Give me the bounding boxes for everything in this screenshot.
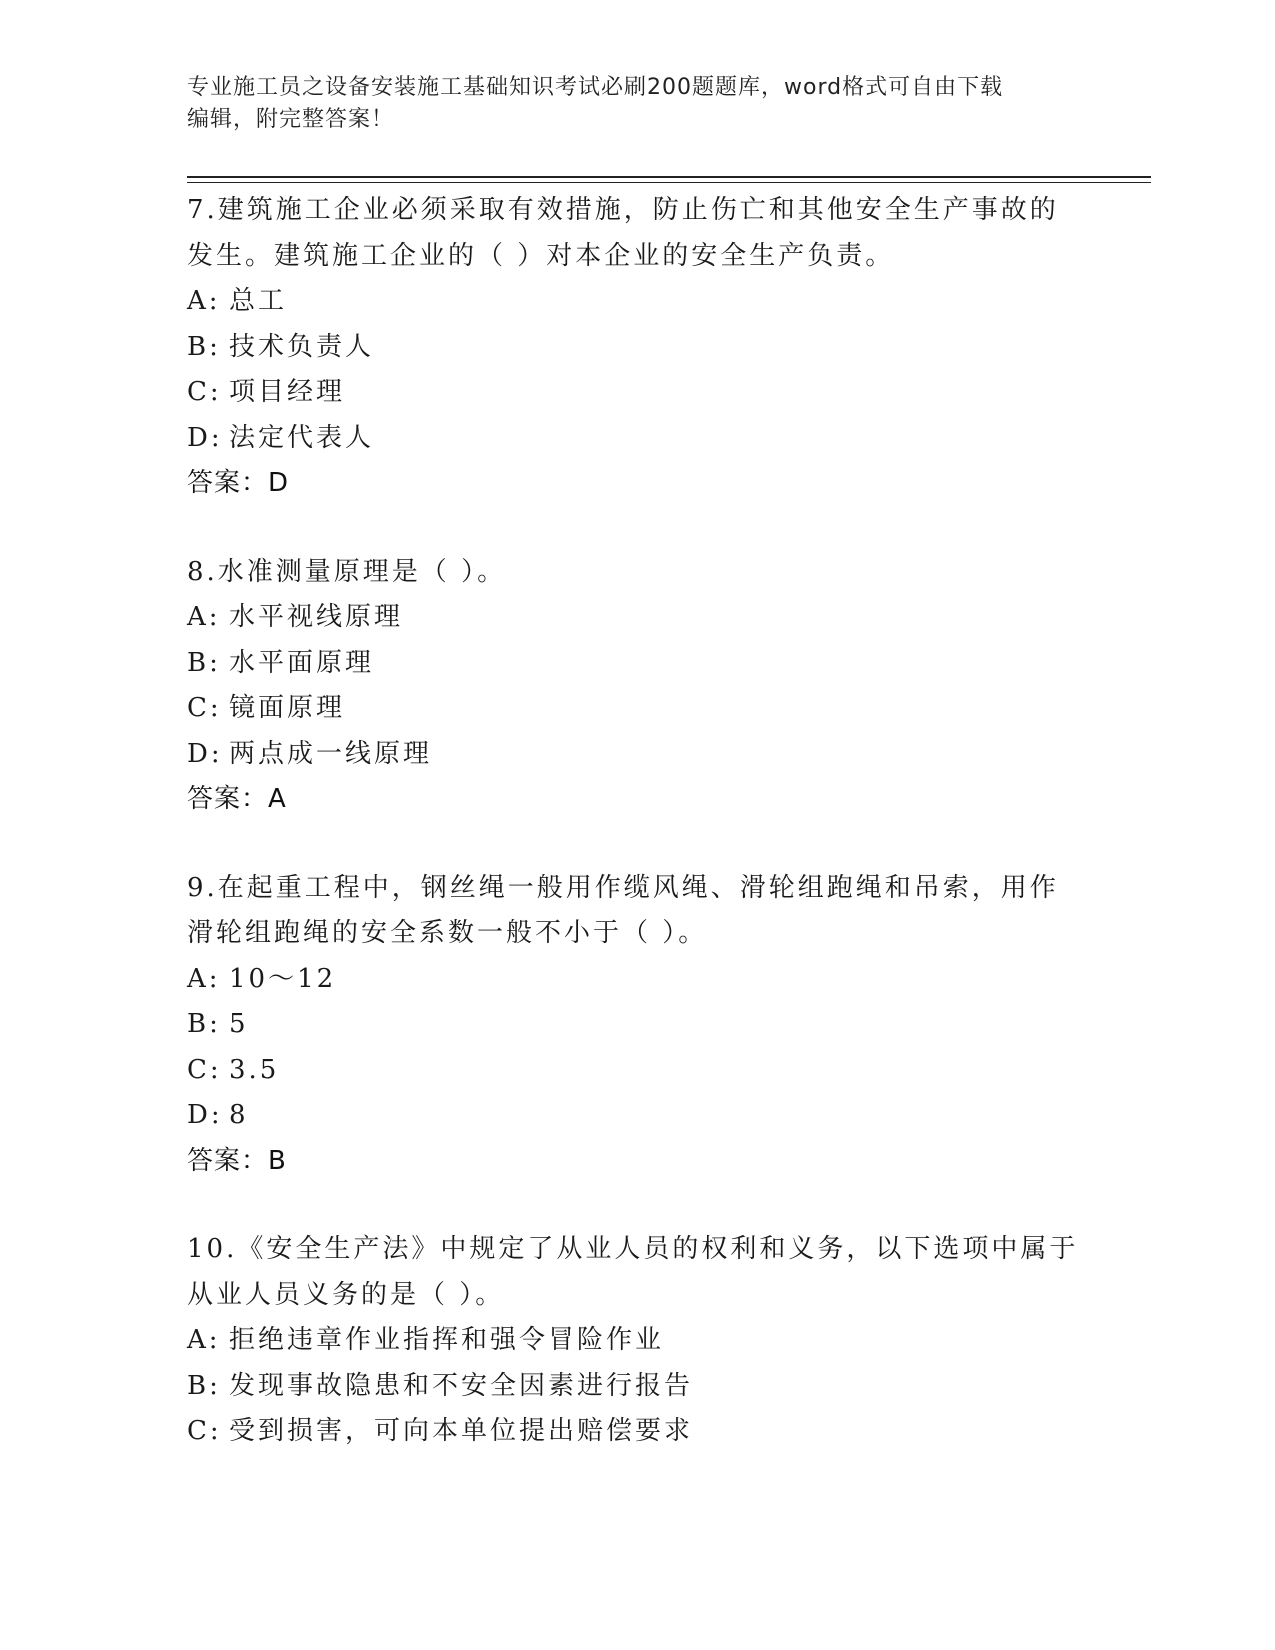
option-text: 项目经理 (229, 377, 346, 407)
option-letter: C: (187, 1054, 222, 1085)
option-text: 总工 (229, 286, 288, 316)
answer-option (187, 1093, 1137, 1139)
option-letter: C: (187, 693, 222, 723)
question-stem (187, 866, 1137, 957)
answer-option (187, 416, 1137, 462)
option-text: 法定代表人 (229, 422, 375, 453)
answer-option (187, 1002, 1137, 1048)
question-stem-line: 发生。建筑施工企业的（ ）对本企业的安全生产负责。 (187, 240, 895, 271)
answer-option (187, 732, 1137, 778)
header-divider-thin (187, 182, 1151, 183)
option-text: 镜面原理 (229, 693, 346, 723)
question-stem-line: 滑轮组跑绳的安全系数一般不小于（ ）。 (187, 918, 708, 948)
option-letter: C: (187, 377, 222, 407)
question-stem (187, 550, 1137, 596)
answer-key: 答案：A (187, 784, 287, 814)
question-stem-line: 10.《安全生产法》中规定了从业人员的权利和义务，以下选项中属于 (187, 1234, 1079, 1264)
option-text: 两点成一线原理 (229, 738, 433, 769)
answer-option (187, 1048, 1137, 1094)
document-header (187, 72, 1067, 136)
option-text: 8 (229, 1100, 249, 1130)
answer-option (187, 957, 1137, 1003)
option-letter: A: (187, 963, 221, 994)
answer-option (187, 1364, 1137, 1410)
question-stem (187, 1227, 1137, 1318)
answer-option (187, 641, 1137, 687)
header-line-2: 编辑，附完整答案！ (187, 107, 395, 132)
option-letter: D: (187, 422, 223, 453)
question-block (187, 188, 1137, 507)
option-letter: B: (187, 1009, 221, 1039)
option-text: 3.5 (229, 1054, 280, 1085)
question-block (187, 1227, 1137, 1455)
option-letter: B: (187, 1370, 221, 1401)
option-text: 5 (229, 1009, 249, 1039)
answer-key: 答案：B (187, 1145, 287, 1176)
question-stem-line: 9.在起重工程中，钢丝绳一般用作缆风绳、滑轮组跑绳和吊索，用作 (187, 872, 1059, 903)
answer-option (187, 279, 1137, 325)
option-letter: B: (187, 331, 221, 362)
question-stem-line: 8.水准测量原理是（ ）。 (187, 556, 507, 587)
option-letter: D: (187, 1100, 223, 1130)
answer-option (187, 370, 1137, 416)
option-letter: B: (187, 647, 221, 678)
answer-option (187, 686, 1137, 732)
option-text: 10～12 (229, 963, 337, 994)
question-stem-line: 从业人员义务的是（ ）。 (187, 1279, 505, 1310)
option-text: 受到损害，可向本单位提出赔偿要求 (229, 1416, 694, 1446)
answer-option (187, 325, 1137, 371)
option-text: 技术负责人 (229, 331, 375, 362)
option-text: 发现事故隐患和不安全因素进行报告 (229, 1370, 694, 1401)
option-letter: D: (187, 738, 223, 769)
question-stem-line: 7.建筑施工企业必须采取有效措施，防止伤亡和其他安全生产事故的 (187, 195, 1059, 225)
option-letter: C: (187, 1416, 222, 1446)
question-stem (187, 188, 1137, 279)
header-divider-thick (187, 176, 1151, 178)
answer-key: 答案：D (187, 468, 290, 498)
answer-option (187, 595, 1137, 641)
option-text: 拒绝违章作业指挥和强令冒险作业 (229, 1325, 665, 1355)
answer-option (187, 1318, 1137, 1364)
option-letter: A: (187, 286, 221, 316)
option-text: 水平面原理 (229, 647, 375, 678)
option-letter: A: (187, 602, 221, 632)
option-text: 水平视线原理 (229, 602, 404, 632)
option-letter: A: (187, 1325, 221, 1355)
question-block (187, 866, 1137, 1185)
question-block (187, 550, 1137, 823)
header-line-1: 专业施工员之设备安装施工基础知识考试必刷200题题库，word格式可自由下载 (187, 75, 1004, 100)
answer-option (187, 1409, 1137, 1455)
question-list (187, 188, 1137, 1498)
